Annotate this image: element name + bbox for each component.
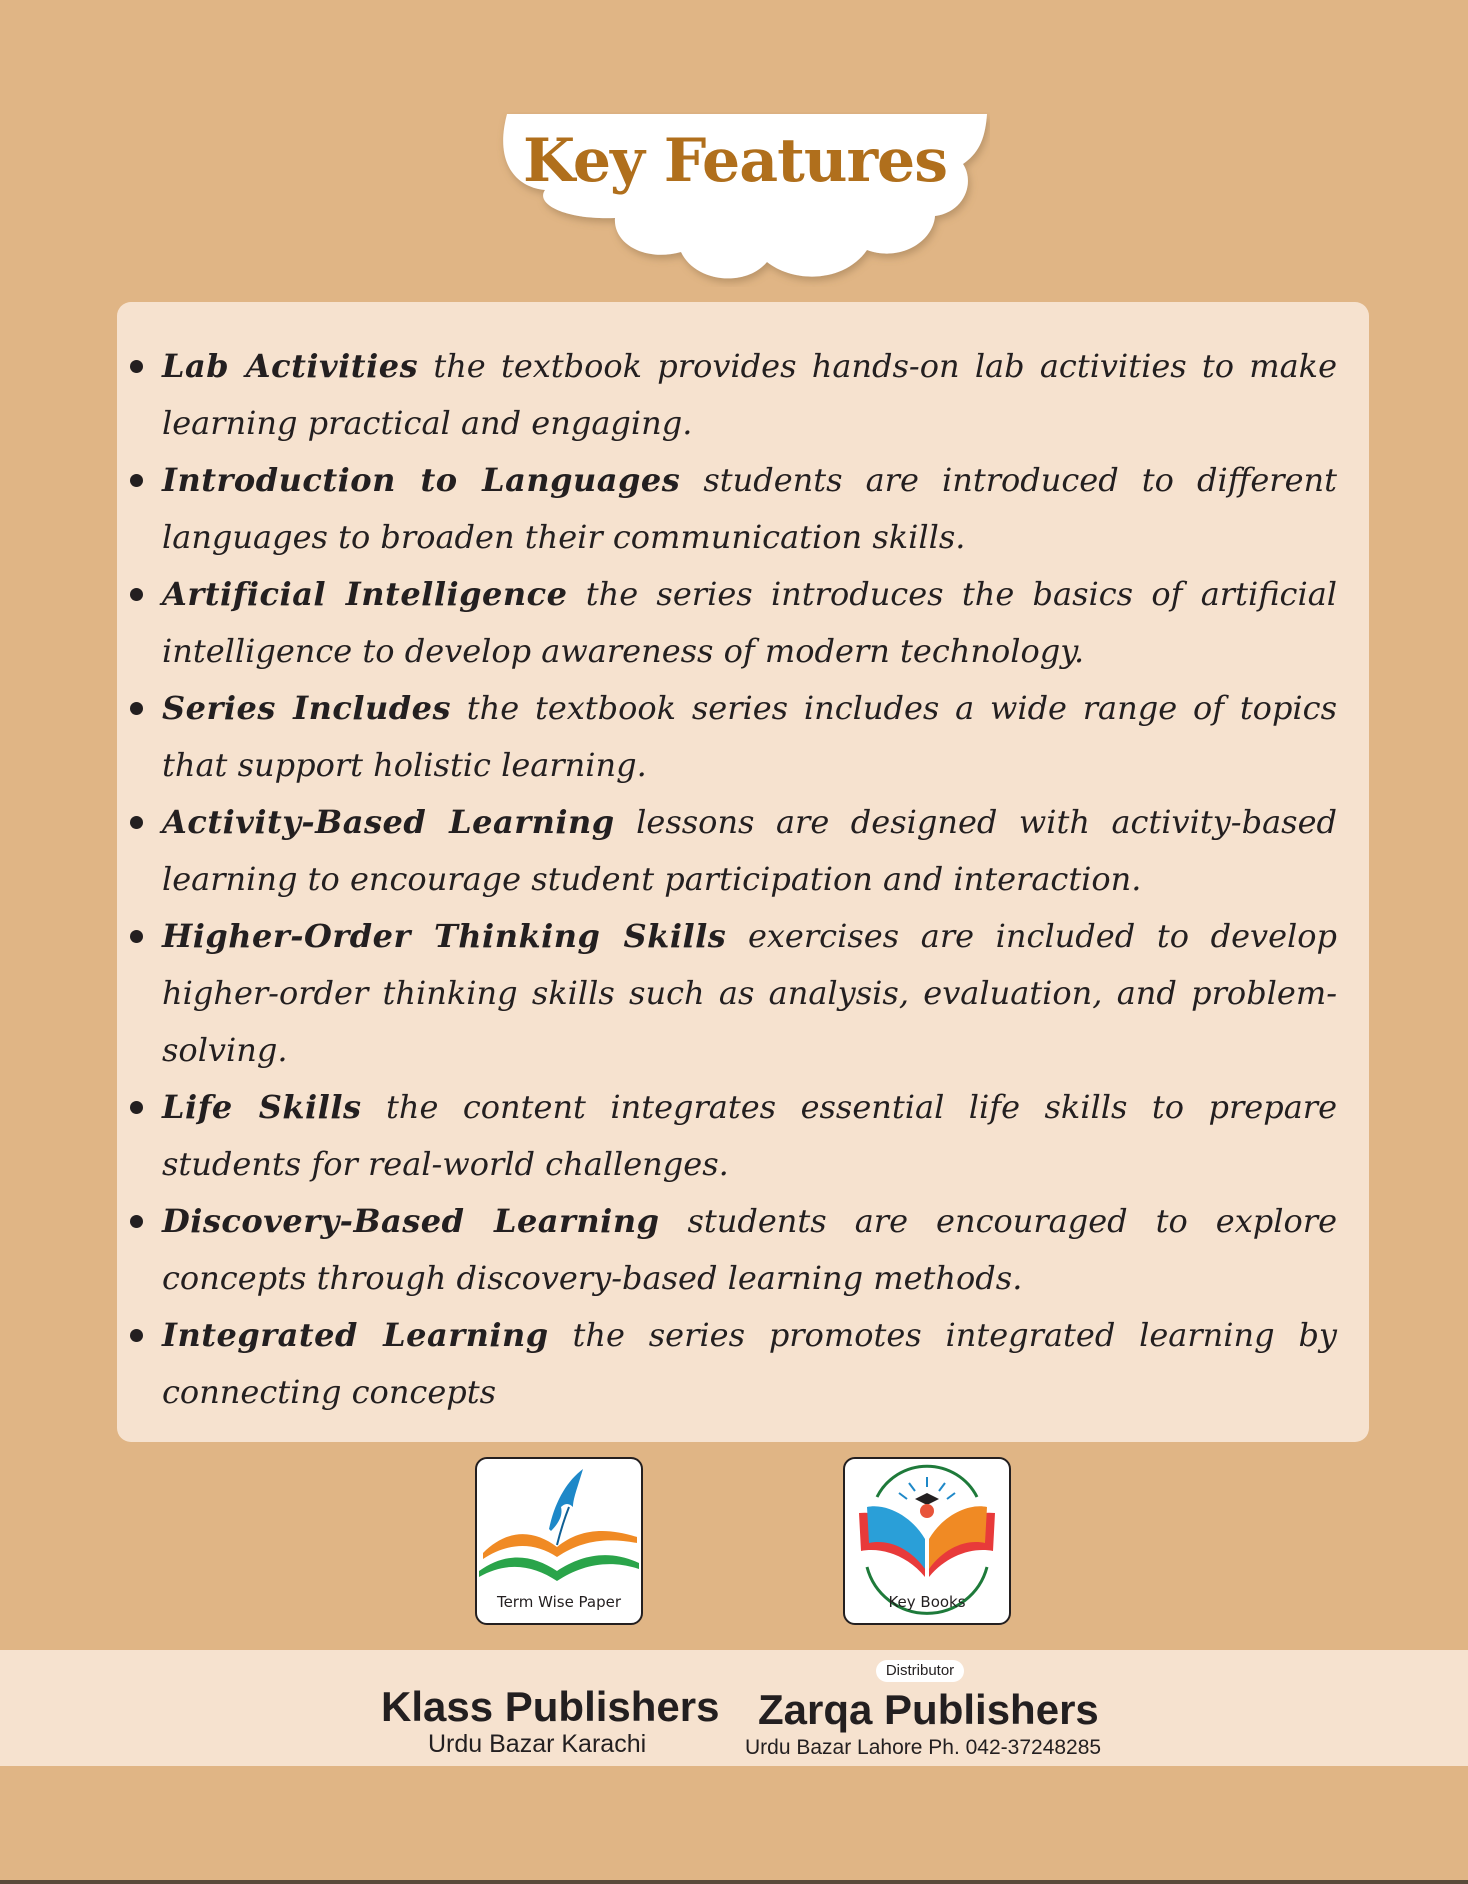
feature-item (162, 566, 1337, 680)
key-books-logo (843, 1457, 1011, 1625)
bullet-icon (130, 1329, 143, 1342)
feature-term: Lab Activities (162, 347, 419, 385)
zarqa-publishers-address: Urdu Bazar Lahore Ph. 042-37248285 (745, 1736, 1102, 1759)
feature-term: Discovery-Based Learning (162, 1202, 660, 1240)
bullet-icon (130, 588, 143, 601)
feature-description: lessons are designed with activity-based learning to encourage student participation and interaction. (162, 803, 1338, 898)
feature-list (162, 338, 1337, 1421)
feature-item (162, 1079, 1337, 1193)
title-banner (495, 112, 990, 287)
feature-term: Artificial Intelligence (162, 575, 568, 613)
bottom-edge (0, 1880, 1468, 1884)
feature-description: the textbook series includes a wide range of topics that support holistic learning. (162, 689, 1338, 784)
feature-item (162, 794, 1337, 908)
page-title: Key Features (522, 126, 948, 196)
bullet-icon (130, 1215, 143, 1228)
feature-description: the content integrates essential life skills to prepare students for real-world challenges. (162, 1088, 1338, 1183)
feature-term: Series Includes (162, 689, 451, 727)
klass-publishers-name: Klass Publishers (381, 1683, 720, 1730)
feature-description: the series promotes integrated learning by connecting concepts (162, 1316, 1337, 1411)
logo-label: Term Wise Paper (496, 1593, 622, 1611)
logo-label: Key Books (888, 1593, 966, 1611)
feature-item (162, 1193, 1337, 1307)
feature-term: Activity-Based Learning (162, 803, 615, 841)
footer-band (0, 1650, 1468, 1766)
feature-description: the textbook provides hands-on lab activities to make learning practical and engaging. (162, 347, 1337, 442)
feature-term: Higher-Order Thinking Skills (162, 917, 727, 955)
feature-description: the series introduces the basics of artificial intelligence to develop awareness of modern technology. (162, 575, 1338, 670)
feature-description: students are encouraged to explore concepts through discovery-based learning methods. (162, 1202, 1338, 1297)
bullet-icon (130, 930, 143, 943)
distributor-badge: Distributor (876, 1660, 964, 1682)
bullet-icon (130, 474, 143, 487)
features-panel (117, 302, 1369, 1442)
feature-description: students are introduced to different languages to broaden their communication skills. (162, 461, 1337, 556)
feature-term: Integrated Learning (162, 1316, 549, 1354)
feature-item (162, 338, 1337, 452)
feature-item (162, 680, 1337, 794)
term-wise-paper-logo (475, 1457, 643, 1625)
bullet-icon (130, 360, 143, 373)
bullet-icon (130, 1101, 143, 1114)
feature-term: Introduction to Languages (162, 461, 681, 499)
feature-item (162, 908, 1337, 1079)
feature-description: exercises are included to develop higher-order thinking skills such as analysis, evaluation, and problem-solving. (162, 917, 1338, 1069)
bullet-icon (130, 816, 143, 829)
zarqa-publishers-name: Zarqa Publishers (758, 1686, 1099, 1733)
feature-term: Life Skills (162, 1088, 362, 1126)
klass-publishers-address: Urdu Bazar Karachi (428, 1730, 647, 1758)
bullet-icon (130, 702, 143, 715)
feature-item (162, 452, 1337, 566)
feature-item (162, 1307, 1337, 1421)
